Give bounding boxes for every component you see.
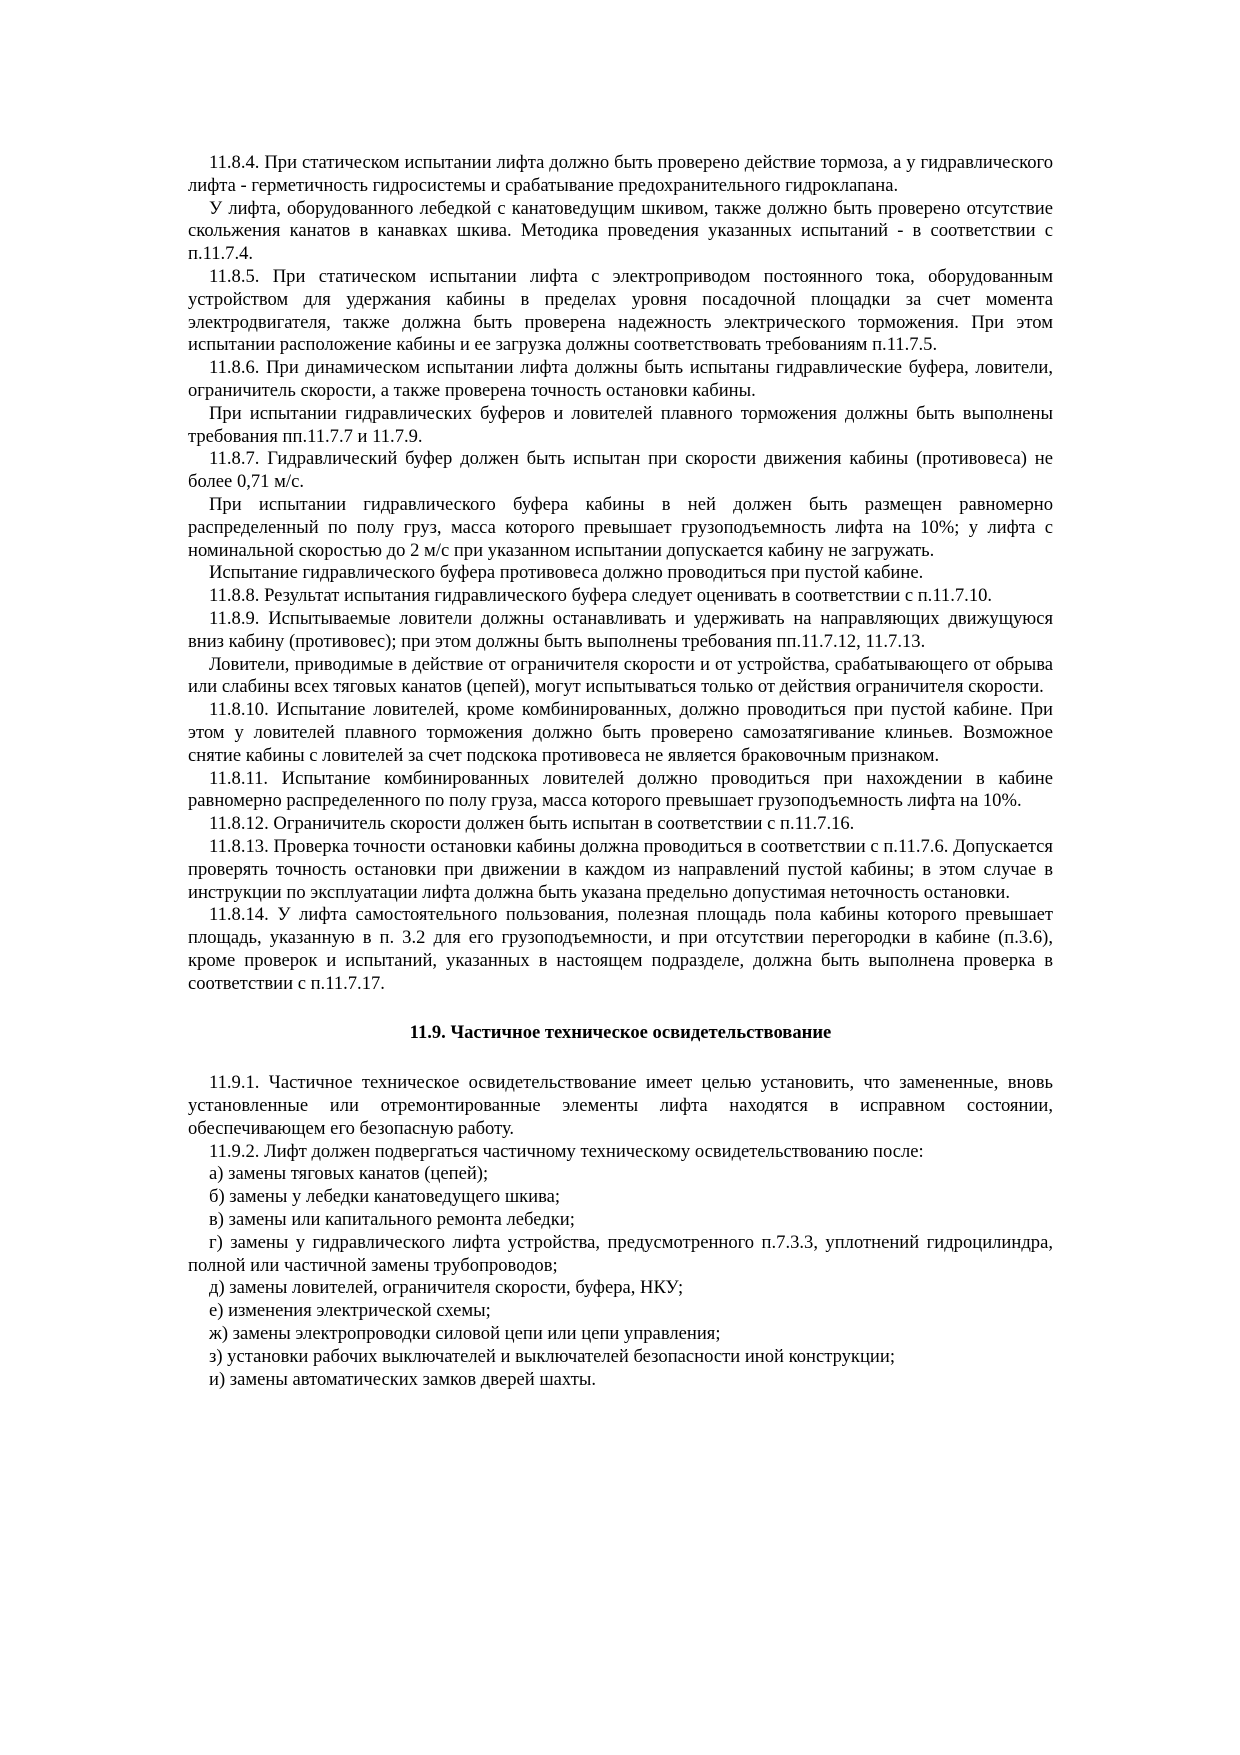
- paragraph-11-8-7: 11.8.7. Гидравлический буфер должен быть испытан при скорости движения кабины (противовеса) не более 0,71 м/с.: [188, 448, 1053, 493]
- paragraph: Ловители, приводимые в действие от ограничителя скорости и от устройства, срабатывающего от обрыва или слабины всех тяговых канатов (цепей), могут испытываться только от действия ограничителя скорости.: [188, 653, 1053, 698]
- paragraph: При испытании гидравлических буферов и ловителей плавного торможения должны быть выполнены требования пп.11.7.7 и 11.7.9.: [188, 402, 1053, 447]
- list-item: и) замены автоматических замков дверей шахты.: [209, 1368, 597, 1390]
- list: [188, 1163, 1053, 1391]
- list-item: ж) замены электропроводки силовой цепи или цепи управления;: [209, 1323, 721, 1345]
- paragraph: При испытании гидравлического буфера кабины в ней должен быть размещен равномерно распределенный по полу груз, масса которого превышает грузоподъемность лифта на 10%; у лифта с номинальной скоростью до 2 м/с при указанном испытании допускается кабину не загружать.: [188, 493, 1053, 561]
- paragraph-11-8-6: 11.8.6. При динамическом испытании лифта должны быть испытаны гидравлические буфера, ловители, ограничитель скорости, а также проверена точность остановки кабины.: [188, 357, 1053, 401]
- paragraph-11-8-5: 11.8.5. При статическом испытании лифта с электроприводом постоянного тока, оборудованным устройством для удержания кабины в пределах уровня посадочной площадки за счет момента электродвигателя, также должна быть проверена надежность электрического торможения. При этом испытании расположение кабины и ее загрузка должны соответствовать требованиям п.11.7.5.: [188, 265, 1053, 356]
- list-item: е) изменения электрической схемы;: [209, 1300, 491, 1322]
- document-page: [188, 152, 1053, 1391]
- paragraph-11-9-2: 11.9.2. Лифт должен подвергаться частичному техническому освидетельствованию после:: [209, 1140, 924, 1162]
- paragraph-11-8-14: 11.8.14. У лифта самостоятельного пользования, полезная площадь пола кабины которого превышает площадь, указанную в п. 3.2 для его грузоподъемности, и при отсутствии перегородки в кабине (п.3.6), кроме проверок и испытаний, указанных в настоящем подразделе, должна быть выполнена проверка в соответствии с п.11.7.17.: [188, 904, 1053, 994]
- list-item: д) замены ловителей, ограничителя скорости, буфера, НКУ;: [209, 1277, 684, 1299]
- list-item: г) замены у гидравлического лифта устройства, предусмотренного п.7.3.3, уплотнений гидроцилиндра, полной или частичной замены трубопроводов;: [188, 1231, 1053, 1276]
- paragraph-11-8-10: 11.8.10. Испытание ловителей, кроме комбинированных, должно проводиться при пустой кабине. При этом у ловителей плавного торможения должно быть проверено самозатягивание клиньев. Возможное снятие кабины с ловителей за счет подскока противовеса не является браковочным признаком.: [188, 699, 1053, 766]
- paragraph-11-8-4: 11.8.4. При статическом испытании лифта должно быть проверено действие тормоза, а у гидравлического лифта - герметичность гидросистемы и срабатывание предохранительного гидроклапана.: [188, 152, 1053, 196]
- paragraph: У лифта, оборудованного лебедкой с канатоведущим шкивом, также должно быть проверено отсутствие скольжения канатов в канавках шкива. Методика проведения указанных испытаний - в соответствии с п.11.7.4.: [188, 197, 1053, 265]
- paragraph-11-8-8: 11.8.8. Результат испытания гидравлического буфера следует оценивать в соответствии с п.11.7.10.: [209, 585, 993, 607]
- list-item: в) замены или капитального ремонта лебедки;: [209, 1209, 575, 1231]
- list-item: а) замены тяговых канатов (цепей);: [209, 1163, 489, 1185]
- paragraph-11-8-13: 11.8.13. Проверка точности остановки кабины должна проводиться в соответствии с п.11.7.6. Допускается проверять точность остановки при движении в каждом из направлений пустой кабины; в этом случае в инструкции по эксплуатации лифта должна быть указана предельно допустимая неточность остановки.: [188, 835, 1053, 903]
- paragraph: Испытание гидравлического буфера противовеса должно проводиться при пустой кабине.: [209, 562, 924, 584]
- paragraph-11-8-12: 11.8.12. Ограничитель скорости должен быть испытан в соответствии с п.11.7.16.: [209, 813, 855, 835]
- list-item: з) установки рабочих выключателей и выключателей безопасности иной конструкции;: [209, 1345, 895, 1367]
- paragraph-11-8-11: 11.8.11. Испытание комбинированных ловителей должно проводиться при нахождении в кабине равномерно распределенного по полу груза, масса которого превышает грузоподъемность лифта на 10%.: [188, 767, 1053, 812]
- section-heading-11-9: 11.9. Частичное техническое освидетельствование: [409, 1022, 832, 1044]
- paragraph-11-9-1: 11.9.1. Частичное техническое освидетельствование имеет целью установить, что замененные, вновь установленные или отремонтированные элементы лифта находятся в исправном состоянии, обеспечивающем его безопасную работу.: [188, 1072, 1053, 1139]
- list-item: б) замены у лебедки канатоведущего шкива;: [209, 1186, 561, 1208]
- paragraph-11-8-9: 11.8.9. Испытываемые ловители должны останавливать и удерживать на направляющих движущуюся вниз кабину (противовес); при этом должны быть выполнены требования пп.11.7.12, 11.7.13.: [188, 607, 1053, 652]
